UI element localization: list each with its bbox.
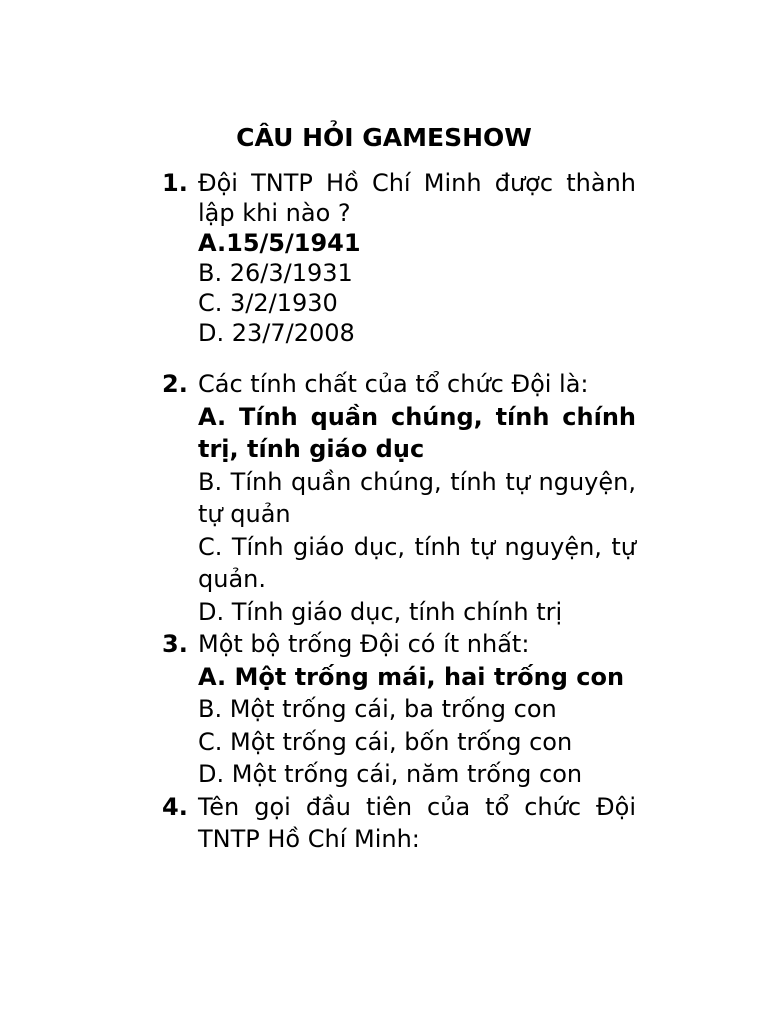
answer-option-a: A. Tính quần chúng, tính chính trị, tính giáo dục	[198, 402, 636, 463]
question-number: 3.	[162, 630, 188, 658]
answer-option-b: B. 26/3/1931	[198, 259, 353, 287]
answer-option-d: D. Tính giáo dục, tính chính trị	[198, 597, 563, 626]
answer-option-a: A. Một trống mái, hai trống con	[198, 662, 625, 691]
answer-option-c: C. Một trống cái, bốn trống con	[198, 727, 573, 756]
question-text: Tên gọi đầu tiên của tổ chức Đội TNTP Hồ Chí Minh:	[198, 792, 636, 853]
question-number: 1.	[162, 169, 188, 197]
answer-option-a: A.15/5/1941	[198, 229, 361, 257]
question-number: 2.	[162, 370, 188, 398]
answer-option-b: B. Tính quần chúng, tính tự nguyện, tự quản	[198, 467, 636, 528]
question-text: Một bộ trống Đội có ít nhất:	[198, 630, 530, 658]
document-title-text: CÂU HỎI GAMESHOW	[236, 123, 532, 152]
question-number: 4.	[162, 792, 188, 821]
question-1	[162, 168, 636, 348]
answer-option-d: D. Một trống cái, năm trống con	[198, 760, 583, 788]
question-text: Các tính chất của tổ chức Đội là:	[198, 370, 589, 398]
document-title	[0, 121, 768, 155]
question-4	[162, 791, 636, 856]
answer-option-b: B. Một trống cái, ba trống con	[198, 695, 557, 723]
question-text: Đội TNTP Hồ Chí Minh được thành lập khi nào ?	[198, 169, 636, 227]
question-list	[162, 168, 636, 856]
question-2	[162, 368, 636, 628]
answer-option-d: D. 23/7/2008	[198, 319, 355, 347]
question-3	[162, 628, 636, 791]
answer-option-c: C. 3/2/1930	[198, 289, 338, 317]
answer-option-c: C. Tính giáo dục, tính tự nguyện, tự quản.	[198, 532, 636, 593]
